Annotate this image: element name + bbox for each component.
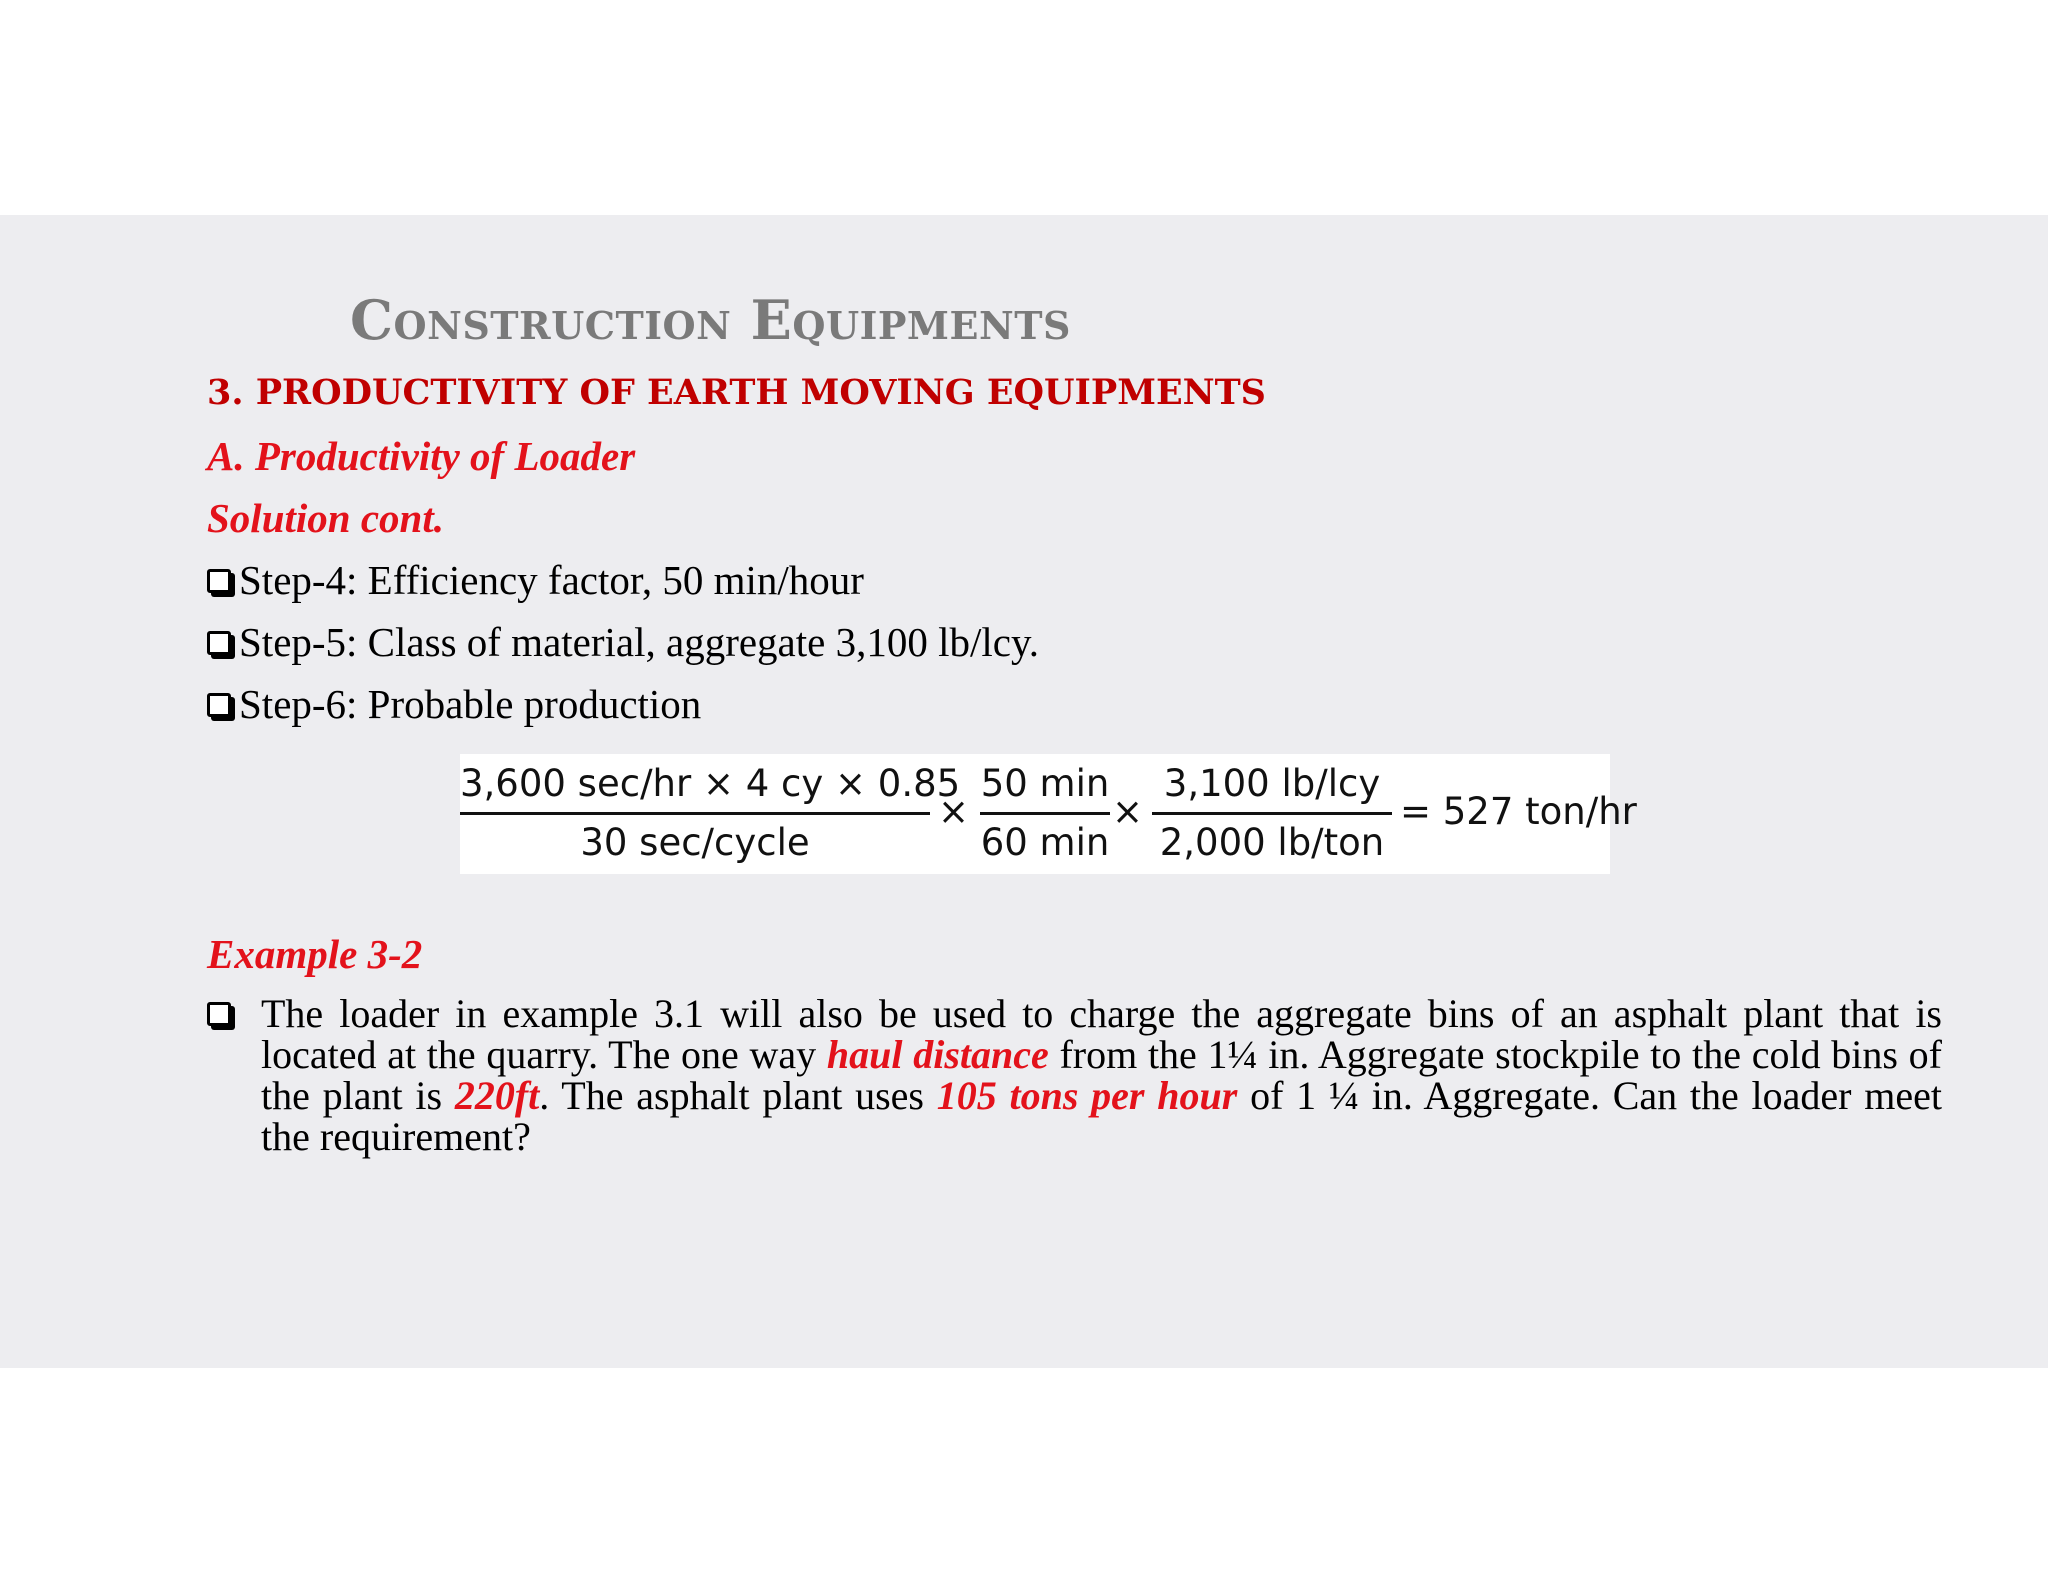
step-text: Step-5: Class of material, aggregate 3,100 lb/lcy.	[239, 619, 1040, 665]
step-item	[207, 680, 701, 728]
slide-title: Construction Equipments	[350, 288, 1071, 352]
step-text: Step-4: Efficiency factor, 50 min/hour	[239, 557, 864, 603]
fraction-numerator: 3,600 sec/hr × 4 cy × 0.85	[460, 762, 961, 805]
multiply-sign: ×	[1112, 790, 1144, 833]
step-item	[207, 556, 864, 604]
fraction-bar	[1152, 812, 1392, 815]
checkbox-bullet-icon	[207, 693, 231, 717]
fraction-denominator: 2,000 lb/ton	[1159, 821, 1385, 864]
fraction-denominator: 30 sec/cycle	[580, 821, 810, 864]
highlight-distance-value: 220ft	[454, 1073, 540, 1118]
section-heading: 3. PRODUCTIVITY OF EARTH MOVING EQUIPMENTS	[207, 372, 1266, 413]
checkbox-bullet-icon	[207, 569, 231, 593]
fraction-numerator: 3,100 lb/lcy	[1163, 762, 1381, 805]
fraction-weight	[1152, 758, 1392, 869]
fraction-cycles-per-hour	[460, 758, 961, 869]
fraction-bar	[460, 812, 930, 815]
fraction-efficiency	[980, 758, 1110, 869]
multiply-sign: ×	[938, 790, 970, 833]
production-formula	[460, 754, 1637, 874]
fraction-numerator: 50 min	[980, 762, 1110, 805]
example-text	[261, 993, 1942, 1157]
example-label: Example 3-2	[207, 931, 423, 977]
example-problem	[207, 993, 1942, 1157]
highlight-production-rate: 105 tons per hour	[936, 1073, 1238, 1118]
fraction-denominator: 60 min	[980, 821, 1110, 864]
example-text-part: of 1 ¼ in. Aggregate. Can the loader meet the requirement?	[261, 1073, 1942, 1159]
step-item	[207, 618, 1039, 666]
example-text-part: . The asphalt plant uses	[539, 1073, 937, 1118]
fraction-bar	[980, 812, 1110, 815]
subheading: A. Productivity of Loader	[207, 433, 636, 479]
example-text-part: from the 1¼ in. Aggregate stockpile to the cold bins of the plant is	[261, 1032, 1942, 1118]
checkbox-bullet-icon	[207, 1002, 231, 1026]
checkbox-bullet-icon	[207, 631, 231, 655]
step-text: Step-6: Probable production	[239, 681, 702, 727]
formula-result: = 527 ton/hr	[1400, 790, 1637, 833]
solution-label: Solution cont.	[207, 495, 444, 541]
example-text-part: The loader in example 3.1 will also be used to charge the aggregate bins of an asphalt plant that is located at the quarry. The one way	[261, 991, 1942, 1077]
highlight-haul-distance: haul distance	[826, 1032, 1049, 1077]
